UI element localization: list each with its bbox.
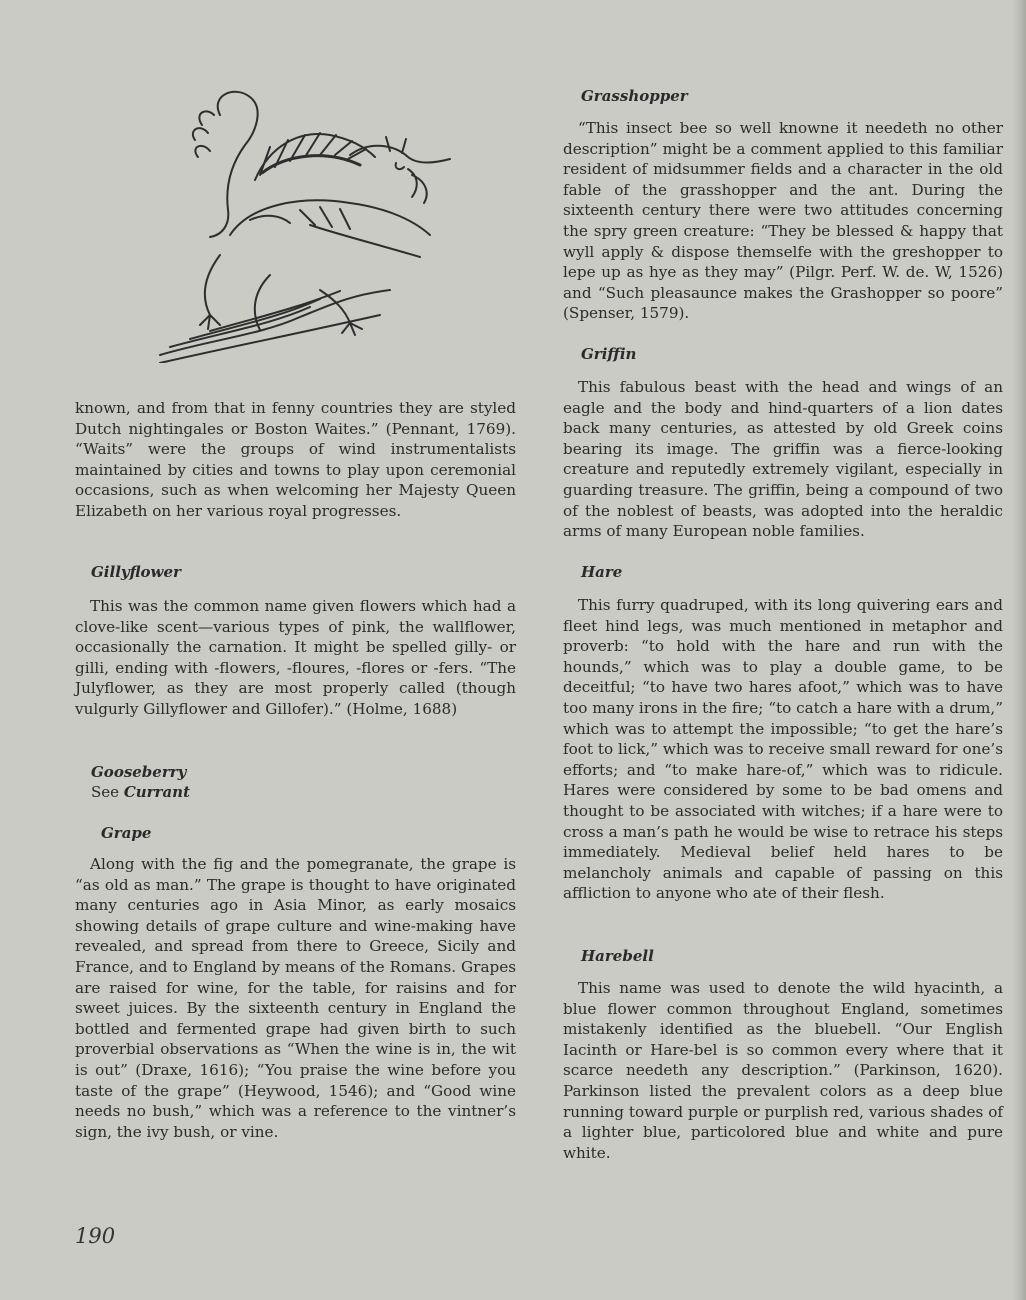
entry-heading-grape: Grape [101, 824, 152, 842]
entry-text-grape: Along with the fig and the pomegranate, the grape is “as old as man.” The grape is thought to have originated many centuries ago in Asia Minor, as early mosaics showing details of grape culture and wine-making have revealed, and spread from there to Greece, Sicily and France, and to England by means of the Romans. Grapes are raised for wine, for the table, for raisins and for sweet juices. By the sixteenth century in England the bottled and fermented grape had given birth to such proverbial observations as “When the wine is in, the wit is out” (Draxe, 1616); “You praise the wine before you taste of the grape” (Heywood, 1546); and “Good wine needs no bush,” which was a reference to the vintner’s sign, the ivy bush, or vine. [75, 855, 516, 1141]
entry-heading-harebell: Harebell [581, 947, 654, 965]
griffin-illustration [150, 85, 462, 363]
entry-text-griffin: This fabulous beast with the head and wings of an eagle and the body and hind-quarters of a lion dates back many centuries, as attested by old Greek coins bearing its image. The griffin was a fierce-looking creature and reputedly extremely vigilant, especially in guarding treasure. The griffin, being a compound of two of the noblest of beasts, was adopted into the heraldic arms of many European noble families. [563, 378, 1003, 541]
entry-text-hare: This furry quadruped, with its long quivering ears and fleet hind legs, was much mentioned in metaphor and proverb: “to hold with the hare and run with the hounds,” which was to play a double game, to be deceitful; “to have two hares afoot,” which was to have too many irons in the fire; “to catch a hare with a drum,” which was to attempt the impossible; “to get the hare’s foot to lick,” which was to receive small reward for one’s efforts; and “to make hare-of,” which was to ridicule. Hares were considered by some to be bad omens and thought to be associated with witches; if a hare were to cross a man’s path he would be wise to retrace his steps immediately. Medieval belief held hares to be melancholy animals and capable of passing on this affliction to anyone who ate of their flesh. [563, 596, 1003, 903]
entry-heading-gooseberry: Gooseberry [91, 763, 187, 781]
cross-reference-gooseberry [91, 782, 190, 802]
continuation-paragraph: known, and from that in fenny countries they are styled Dutch nightingales or Boston Waites.” (Pennant, 1769). “Waits” were the groups of wind instrumentalists maintained by cities and towns to play upon ceremonial occasions, such as when welcoming her Majesty Queen Elizabeth on her various royal progresses. [75, 399, 516, 520]
page-edge-shadow [1012, 0, 1026, 1300]
entry-text-grasshopper: “This insect bee so well knowne it needeth no other description” might be a comment applied to this familiar resident of midsummer fields and a character in the old fable of the grasshopper and the ant. During the sixteenth century there were two attitudes concerning the spry green creature: “They be blessed & happy that wyll apply & dispose themselfe with the greshopper to lepe up as hye as they may” (Pilgr. Perf. W. de. W, 1526) and “Such pleasaunce makes the Grashopper so poore” (Spenser, 1579). [563, 119, 1003, 323]
see-target-currant: Currant [123, 783, 191, 801]
entry-text-gillyflower: This was the common name given flowers which had a clove-like scent—various types of pink, the wallflower, occasionally the carnation. It might be spelled gilly- or gilli, ending with -flowers, -floures, -flores or -fers. “The Julyflower, as they are most properly called (though vulgurly Gillyflower and Gillofer).” (Holme, 1688) [75, 597, 516, 718]
entry-heading-griffin: Griffin [581, 345, 637, 363]
entry-heading-grasshopper: Grasshopper [581, 87, 688, 105]
entry-heading-gillyflower: Gillyflower [91, 563, 181, 581]
see-prefix: See [91, 783, 124, 801]
entry-heading-hare: Hare [581, 563, 623, 581]
entry-text-harebell: This name was used to denote the wild hyacinth, a blue flower common throughout England, sometimes mistakenly identified as the bluebell. “Our English Iacinth or Hare-bel is so common every where that it scarce needeth any description.” (Parkinson, 1620). Parkinson listed the prevalent colors as a deep blue running toward purple or purplish red, various shades of a lighter blue, particolored blue and white and pure white. [563, 979, 1003, 1162]
page-number: 190 [75, 1224, 116, 1248]
